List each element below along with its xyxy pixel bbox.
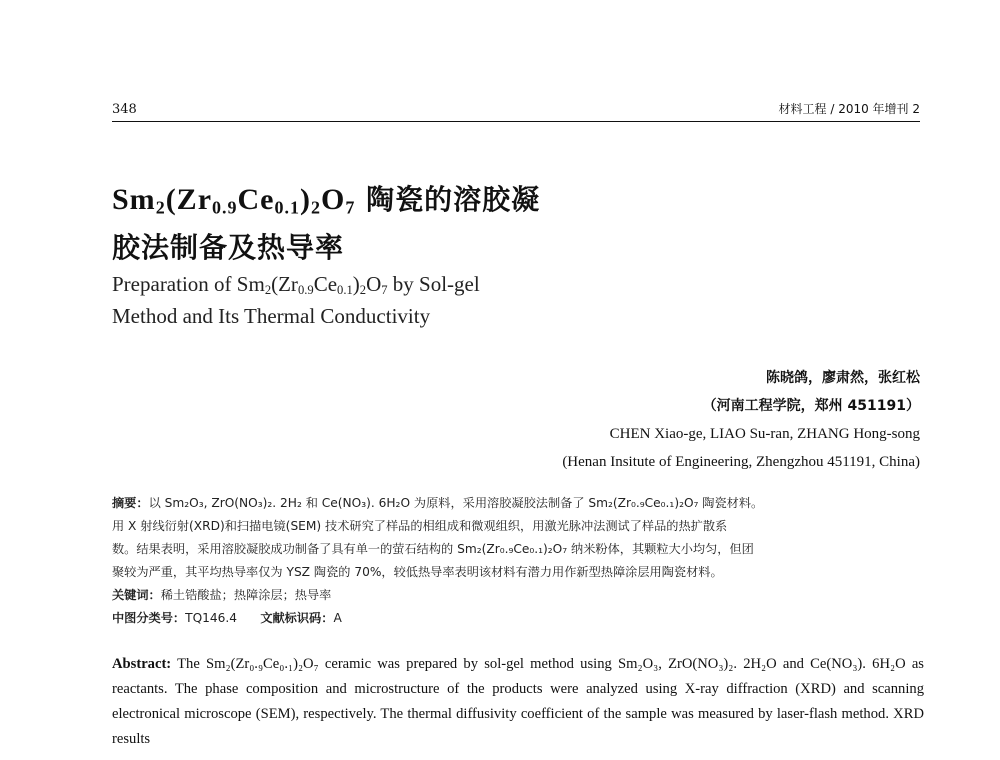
abstract-english	[112, 652, 924, 752]
doc-code-value: A	[333, 611, 342, 625]
abstract-zh-line1: 摘要：以 Sm₂O₃, ZrO(NO₃)₂. 2H₂ 和 Ce(NO₃). 6H₂O 为原料，采用溶胶凝胶法制备了 Sm₂(Zr₀.₉Ce₀.₁)₂O₇ 陶瓷材料。	[112, 496, 764, 510]
keywords: 稀土锆酸盐；热障涂层；热导率	[160, 588, 332, 602]
abstract-label-zh: 摘要：	[112, 496, 149, 510]
page-header	[112, 100, 920, 122]
abstract-zh-line4: 聚较为严重，其平均热导率仅为 YSZ 陶瓷的 70%，较低热导率表明该材料有潜力用作新型热障涂层用陶瓷材料。	[112, 565, 723, 579]
affiliation-en: (Henan Insitute of Engineering, Zhengzhou 451191, China)	[562, 454, 920, 470]
english-title	[112, 268, 732, 332]
class-value: TQ146.4	[185, 611, 238, 625]
english-title-line2: Method and Its Thermal Conductivity	[112, 304, 431, 328]
english-title-line1: Preparation of $Sm_2(Zr_{0.9}Ce_{0.1})_2O_7$ by Sol-gel	[112, 272, 480, 298]
abstract-chinese	[112, 492, 924, 630]
author-names-en: CHEN Xiao-ge, LIAO Su-ran, ZHANG Hong-song	[609, 426, 920, 442]
doc-code-label: 文献标识码：	[260, 611, 334, 625]
title-line1-text: 陶瓷的溶胶凝	[355, 183, 541, 216]
abstract-label-en: Abstract:	[112, 656, 172, 672]
title-formula: $Sm_2(Zr_{0.9}Ce_{0.1})_2O_7$	[112, 183, 356, 218]
abstract-en-text: The Sm₂(Zr₀.₉Ce₀.₁)₂O₇ ceramic was prepared by sol-gel method using Sm₂O₃, ZrO(NO₃)₂. 2H₂O and Ce(NO₃). 6H₂O as reactants. The phase composition and microstructure of the products were analyzed using X-ray diffraction (XRD) and scanning electronical microscope (SEM), respectively. The thermal diffusivity coefficient of the sample was measured by laser-flash method. XRD results	[112, 656, 924, 747]
classification-line	[112, 607, 924, 630]
title-line2: 胶法制备及热导率	[112, 231, 345, 264]
abstract-zh-line2: 用 X 射线衍射(XRD)和扫描电镜(SEM) 技术研究了样品的相组成和微观组织，用激光脉冲法测试了样品的热扩散系	[112, 519, 728, 533]
chinese-title	[112, 176, 732, 272]
journal-name: 材料工程 / 2010 年增刊 2	[778, 102, 920, 116]
keywords-line	[112, 584, 924, 607]
class-label: 中图分类号：	[112, 611, 186, 625]
keywords-label: 关键词：	[112, 588, 161, 602]
author-block	[360, 364, 920, 476]
page-number: 348	[112, 102, 137, 117]
author-names-zh: 陈晓鸽，廖肃然，张红松	[766, 370, 920, 386]
abstract-zh-line3: 数。结果表明，采用溶胶凝胶成功制备了具有单一的萤石结构的 Sm₂(Zr₀.₉Ce₀.₁)₂O₇ 纳米粉体，其颗粒大小均匀，但团	[112, 542, 754, 556]
affiliation-zh: （河南工程学院，郑州 451191）	[702, 398, 920, 414]
